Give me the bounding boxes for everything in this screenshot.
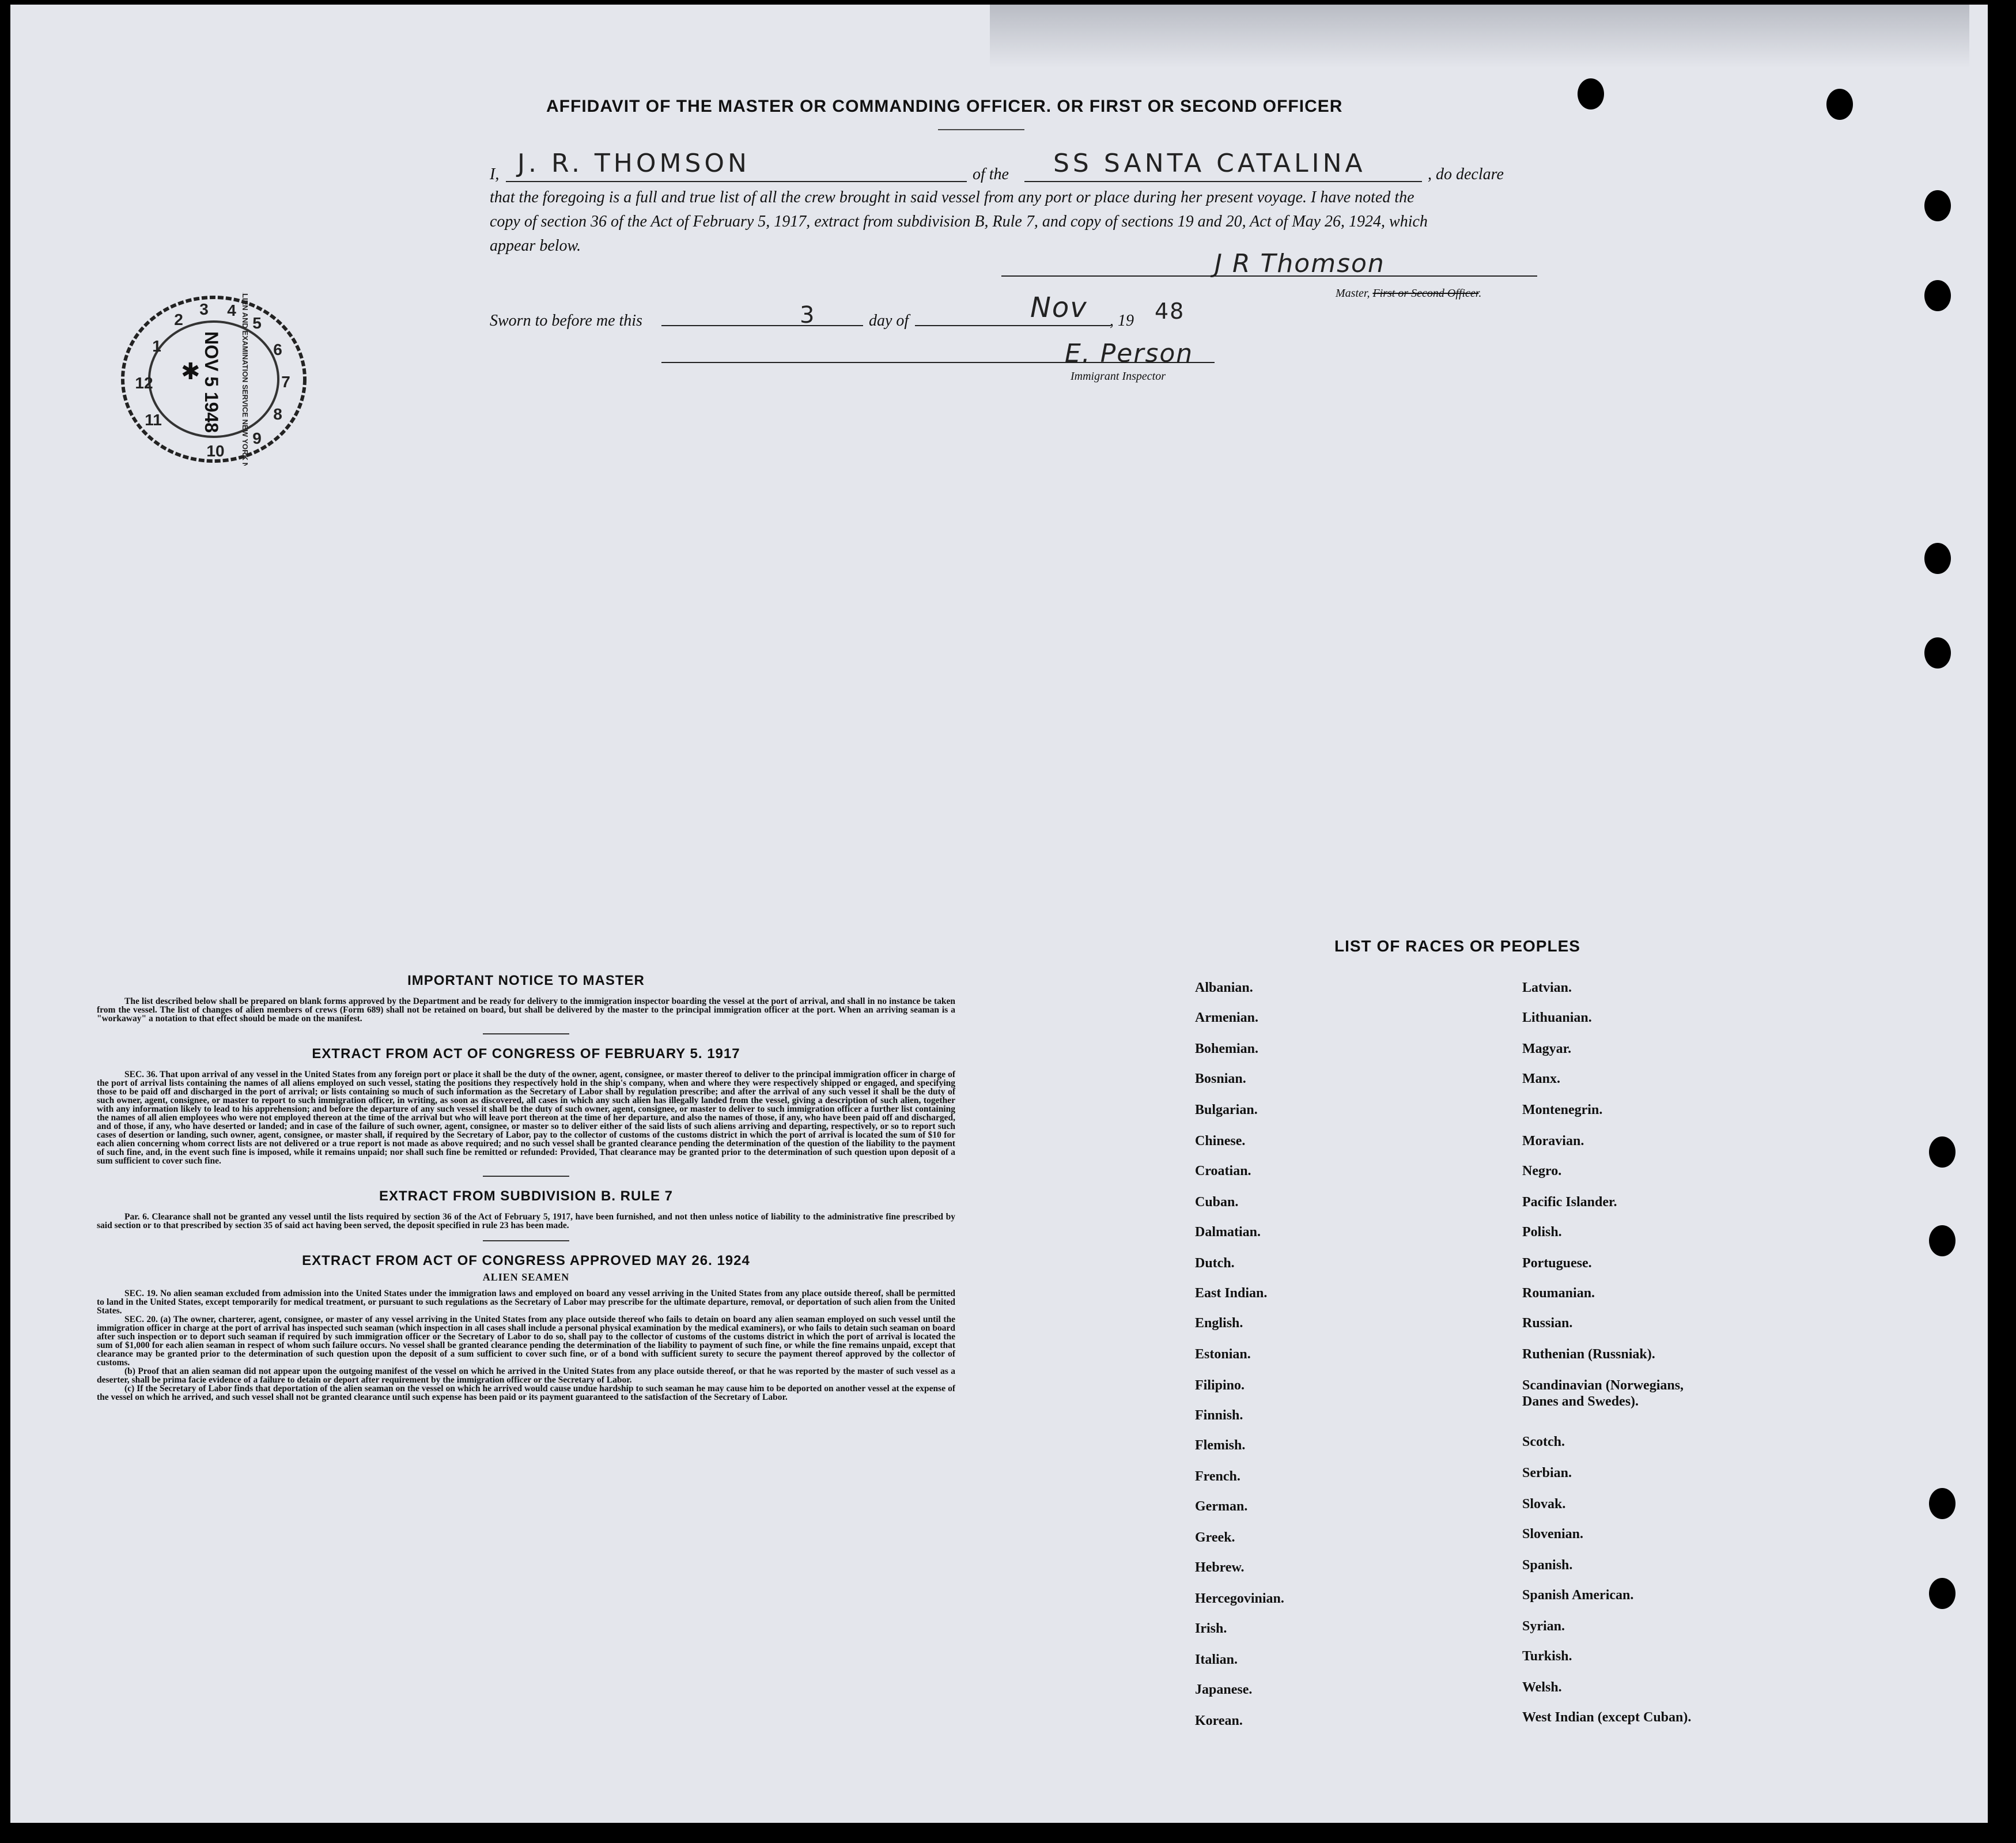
stamp-ring-number: 5 [252, 314, 262, 332]
sworn-day-line [661, 325, 863, 326]
punch-hole [1578, 78, 1604, 109]
notice-text: The list described below shall be prepared on blank forms approved by the Department and be ready for delivery to the immigration inspector boarding the vessel at the port of arrival, and shall in no instance be taken from the vessel. The list of changes of alien members of crews (Form 689) shall not be retained on board, but shall be delivered by the master to the principal immigration officer at the port. When an arriving seaman is a "workaway" a notation to that effect should be made on the manifest. [97, 996, 955, 1024]
race-item: English. [1195, 1316, 1243, 1331]
extract-rule7-text: Par. 6. Clearance shall not be granted any vessel until the lists required by section 36 of the Act of February 5, 1917, have been furnished, and not then unless notice of liability to the administrative fine prescribed by said section or to that prescribed by section 35 of said act having been served, the deposit specified in rule 23 has been made. [97, 1212, 955, 1230]
punch-hole [1826, 89, 1853, 120]
master-name-line [506, 181, 967, 182]
race-item: Scandinavian (Norwegians, Danes and Swedes). [1522, 1378, 1684, 1409]
punch-hole [1929, 1488, 1956, 1519]
punch-hole [1924, 280, 1951, 311]
sworn-day-handwritten: 3 [800, 302, 818, 328]
affidavit-body-line: copy of section 36 of the Act of February 5, 1917, extract from subdivision B, Rule 7, and copy of sections 19 and 20, Act of May 26, 1924, which [490, 213, 1428, 231]
section-rule [483, 1240, 569, 1241]
notice-title: IMPORTANT NOTICE TO MASTER [407, 973, 645, 988]
stamp-ring-number: 8 [273, 405, 282, 423]
extract-1917-text: SEC. 36. That upon arrival of any vessel in the United States from any foreign port or place it shall be the duty of the owner, agent, consignee, or master thereof to deliver to the principal immigration officer in charge of the port of arrival lists containing the names of all aliens employed on such vessel, stating the positions they respectively hold in the ship's company, when and where they were respectively shipped or engaged, and specifying those to be paid off and discharged in the port of arrival; or lists containing so much of such information as the Secretary of Labor shall by regulation prescribe; and after the arrival of any such vessel it shall be the duty of such owner, agent, consignee, or master to report to such immigration officer, in writing, as soon as discovered, all cases in which any such alien has illegally landed from the vessel, giving a description of such alien, together with any information likely to lead to his apprehension; and before the departure of any such vessel it shall be the duty of such owner, agent, consignee, or master to deliver to such immigration officer a further list containing the names of all alien employees who were not employed thereon at the time of the arrival but who will leave port thereon at the time of her departure, and also the names of those, if any, who have been paid off and discharged, and of those, if any, who have deserted or landed; and in case of the failure of such owner, agent, consignee, or master so to deliver either of the said lists of such aliens arriving and departing, respectively, or so to report such cases of desertion or landing, such owner, agent, consignee, or master shall, if required by the Secretary of Labor, pay to the collector of customs of the customs district in which the port of arrival is located the sum of $10 for each alien concerning whom correct lists are not delivered or a true report is not made as above required; and no such vessel shall be granted clearance pending the determination of the question of the liability to the payment of such fine, and, in the event such fine is imposed, while it remains unpaid; nor shall such fine be remitted or refunded: Provided, That clearance may be granted prior to the determination of such question upon deposit of a sum sufficient to cover such fine. [97, 1070, 955, 1166]
race-item: Magyar. [1522, 1041, 1572, 1056]
race-item: Estonian. [1195, 1347, 1251, 1362]
race-item: Chinese. [1195, 1134, 1246, 1149]
stamp-ring-number: 11 [145, 411, 162, 429]
date-stamp [119, 293, 309, 466]
stamp-ring-number: 9 [252, 429, 262, 447]
race-item: Filipino. [1195, 1378, 1245, 1393]
race-item: Spanish. [1522, 1558, 1573, 1573]
race-item: Flemish. [1195, 1438, 1246, 1453]
extract-1924-subtitle: ALIEN SEAMEN [482, 1271, 570, 1283]
master-signature: J R Thomson [1215, 249, 1385, 278]
race-item: French. [1195, 1469, 1240, 1484]
sworn-month-handwritten: Nov [1030, 292, 1088, 324]
race-item: Bohemian. [1195, 1041, 1259, 1056]
stamp-ring-number: 2 [174, 311, 183, 328]
race-item: Russian. [1522, 1316, 1573, 1331]
race-item: Hebrew. [1195, 1560, 1245, 1575]
race-item: Roumanian. [1522, 1286, 1595, 1301]
do-declare-label: , do declare [1428, 165, 1504, 183]
stamp-date: NOV 5 1948 [201, 331, 222, 433]
race-item: Slovak. [1522, 1497, 1566, 1512]
stamp-ring-number: 3 [199, 300, 209, 318]
race-item: Dalmatian. [1195, 1225, 1261, 1240]
caption-struck-officer: First or Second Officer [1372, 287, 1479, 300]
affidavit-title-rule [938, 129, 1024, 130]
sworn-month-line [915, 325, 1111, 326]
year-handwritten: 48 [1155, 299, 1185, 324]
race-item: Latvian. [1522, 980, 1572, 995]
sec20b-text: (b) Proof that an alien seaman did not appear upon the outgoing manifest of the vessel on which he arrived in the United States from any place outside thereof, or that he was reported by the master of such vessel as a deserter, shall be prima facie evidence of a failure to detain or deport after requirement by the immigration officer or the Secretary of Labor. [97, 1366, 955, 1385]
vessel-name-line [1024, 181, 1422, 182]
race-item: Korean. [1195, 1713, 1243, 1728]
date-stamp-graphic [119, 293, 309, 466]
sec20c-text: (c) If the Secretary of Labor finds that deportation of the alien seaman on the vessel on which he arrived would cause undue hardship to such seaman he may cause him to be deported on another vessel at the expense of the vessel on which he arrived, and such vessel shall not be granted clearance until such expense has been paid or its payment guaranteed to the satisfaction of the Secretary of Labor. [97, 1384, 955, 1402]
declarant-prefix: I, [490, 165, 500, 183]
caption-master: Master, [1336, 287, 1370, 300]
section-rule [483, 1033, 569, 1034]
race-item: Irish. [1195, 1621, 1227, 1636]
sworn-label: Sworn to before me this [490, 312, 642, 330]
extract-1924-title: EXTRACT FROM ACT OF CONGRESS APPROVED MAY 26. 1924 [302, 1253, 750, 1268]
race-item: Ruthenian (Russniak). [1522, 1347, 1655, 1362]
master-name-handwritten: J. R. THOMSON [517, 149, 750, 178]
race-item: Armenian. [1195, 1010, 1258, 1025]
signature-caption: Master, First or Second Officer. [1336, 287, 1482, 300]
scan-shadow [990, 5, 1969, 68]
race-item: East Indian. [1195, 1286, 1268, 1301]
stamp-ring-number: 6 [273, 341, 282, 358]
punch-hole [1929, 1136, 1956, 1168]
inspector-signature-line [661, 362, 1215, 363]
important-notice [97, 973, 955, 1402]
race-item: Cuban. [1195, 1195, 1239, 1210]
race-item: Spanish American. [1522, 1588, 1634, 1603]
master-signature-line [1001, 275, 1537, 277]
affidavit-body-line: that the foregoing is a full and true list of all the crew brought in said vessel from any port or place during her present voyage. I have noted the [490, 188, 1414, 206]
affidavit-body-line: appear below. [490, 237, 581, 255]
punch-hole [1929, 1225, 1956, 1256]
stamp-ring-number: 1 [152, 337, 161, 355]
affidavit-title: AFFIDAVIT OF THE MASTER OR COMMANDING OFFICER. OR FIRST OR SECOND OFFICER [546, 97, 1343, 116]
stamp-ring-number: 10 [206, 442, 225, 460]
race-item: Welsh. [1522, 1680, 1562, 1695]
race-item: Dutch. [1195, 1256, 1235, 1271]
race-item: Montenegrin. [1522, 1102, 1603, 1117]
inspector-caption: Immigrant Inspector [1071, 370, 1166, 383]
stamp-ring-number: 4 [227, 301, 236, 319]
race-item: Italian. [1195, 1652, 1238, 1667]
race-item: Albanian. [1195, 980, 1253, 995]
race-item: Pacific Islander. [1522, 1195, 1617, 1210]
vessel-name-handwritten: SS SANTA CATALINA [1053, 149, 1366, 178]
race-item: Greek. [1195, 1530, 1235, 1545]
race-item: Croatian. [1195, 1164, 1251, 1179]
extract-1917-title: EXTRACT FROM ACT OF CONGRESS OF FEBRUARY 5. 1917 [312, 1046, 740, 1062]
race-item: Slovenian. [1522, 1527, 1584, 1542]
stamp-office-text: ALIEN AND EXAMINATION SERVICE NEW YORK N.Y. [241, 293, 249, 466]
punch-hole [1929, 1578, 1956, 1609]
race-item: Serbian. [1522, 1466, 1572, 1481]
year-prefix: , 19 [1110, 312, 1134, 330]
day-of-label: day of [869, 312, 909, 330]
race-item: Manx. [1522, 1071, 1560, 1086]
of-the-label: of the [973, 165, 1009, 183]
punch-hole [1924, 543, 1951, 574]
document-page [10, 5, 1988, 1823]
race-item: Polish. [1522, 1225, 1562, 1240]
races-title: LIST OF RACES OR PEOPLES [1334, 937, 1580, 955]
race-item: Lithuanian. [1522, 1010, 1592, 1025]
race-item: Turkish. [1522, 1649, 1572, 1664]
sec20a-text: SEC. 20. (a) The owner, charterer, agent, consignee, or master of any vessel arriving in the United States from any place outside thereof who fails to detain on board any alien seaman employed on such vessel until the immigration officer in charge at the port of arrival has inspected such seaman (which inspection in all cases shall include a personal physical examination by the medical examiners), or who fails to detain such seaman on board after such inspection or to deport such seaman if required by such immigration officer or the Secretary of Labor to do so, shall pay to the collector of customs of the customs district in which the port of arrival is located the sum of $1,000 for each alien seaman in respect of whom such failure occurs. No vessel shall be granted clearance pending the determination of the liability to payment of such fine, or while the fine remains unpaid, except that clearance may be granted prior to the determination of such question upon the deposit of a sum sufficient to cover such fine, or of a bond with sufficient surety to secure the payment thereof approved by the collector of customs. [97, 1315, 955, 1368]
stamp-ring-number: 7 [281, 373, 290, 391]
race-item: Scotch. [1522, 1434, 1565, 1449]
race-item: West Indian (except Cuban). [1522, 1710, 1692, 1725]
sec19-text: SEC. 19. No alien seaman excluded from admission into the United States under the immigration laws and employed on board any vessel arriving in the United States from any place outside thereof, shall be permitted to land in the United States, except temporarily for medical treatment, or pursuant to such regulations as the Secretary of Labor may prescribe for the ultimate departure, removal, or deportation of such alien from the United States. [97, 1289, 955, 1316]
stamp-star: ✱ [181, 358, 201, 384]
race-item: Syrian. [1522, 1619, 1565, 1634]
race-item: Hercegovinian. [1195, 1591, 1284, 1606]
section-rule [483, 1176, 569, 1177]
race-item: German. [1195, 1499, 1248, 1514]
race-item: Japanese. [1195, 1682, 1253, 1697]
race-item: Portuguese. [1522, 1256, 1592, 1271]
stamp-ring-number: 12 [135, 374, 153, 392]
race-item: Bulgarian. [1195, 1102, 1258, 1117]
race-item: Negro. [1522, 1164, 1562, 1179]
punch-hole [1924, 637, 1951, 669]
punch-hole [1924, 190, 1951, 221]
race-item: Finnish. [1195, 1408, 1243, 1423]
race-item: Moravian. [1522, 1134, 1584, 1149]
inspector-signature: E. Person [1065, 339, 1194, 368]
race-item: Bosnian. [1195, 1071, 1246, 1086]
extract-rule7-title: EXTRACT FROM SUBDIVISION B. RULE 7 [379, 1188, 674, 1204]
